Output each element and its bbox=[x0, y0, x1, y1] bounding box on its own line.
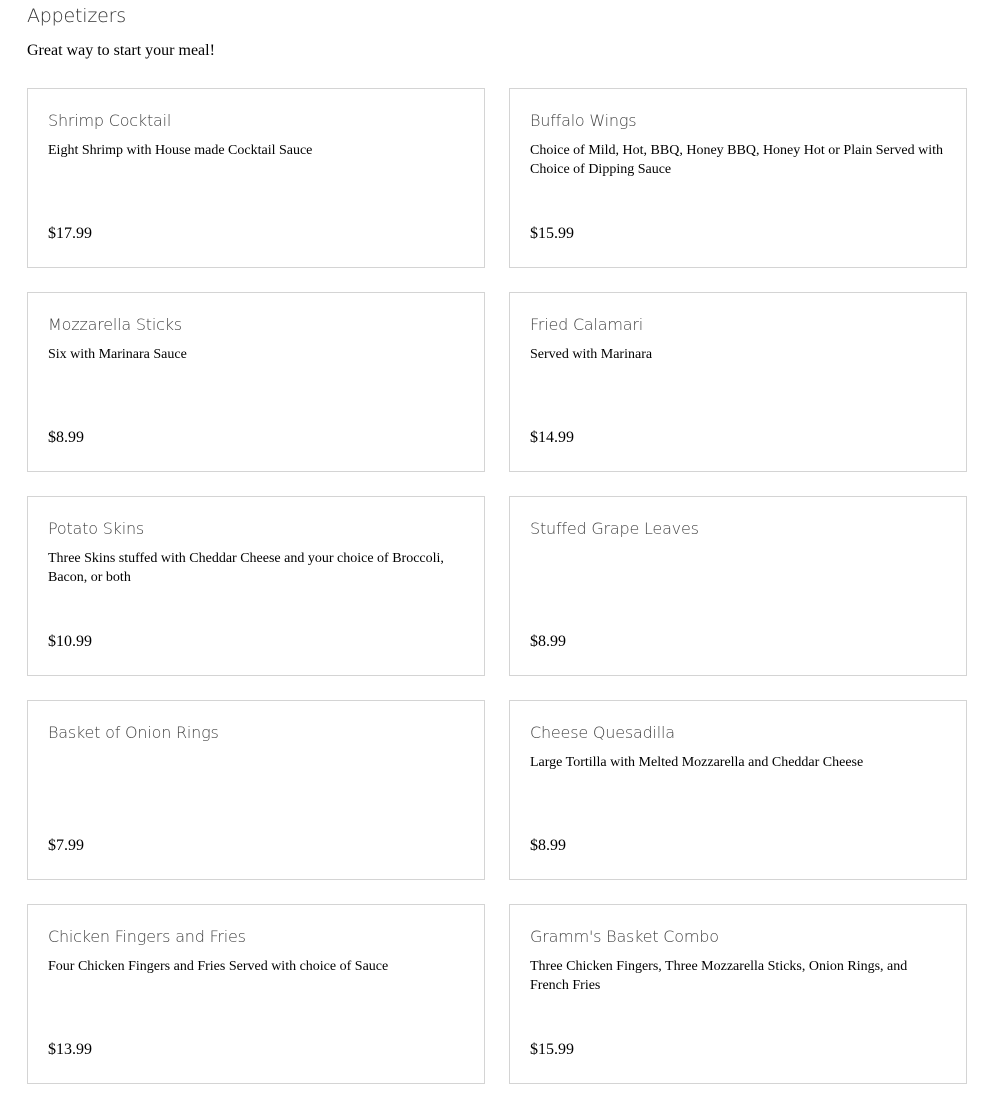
item-price: $15.99 bbox=[530, 1041, 574, 1058]
menu-items-grid bbox=[27, 88, 967, 1084]
item-description: Three Skins stuffed with Cheddar Cheese and your choice of Broccoli, Bacon, or both bbox=[48, 551, 444, 585]
item-price: $15.99 bbox=[530, 225, 574, 242]
item-price: $17.99 bbox=[48, 225, 92, 242]
item-description: Six with Marinara Sauce bbox=[48, 347, 187, 362]
menu-item-mozzarella-sticks bbox=[27, 292, 485, 472]
menu-item-basket-of-onion-rings bbox=[27, 700, 485, 880]
item-name: Mozzarella Sticks bbox=[48, 315, 182, 334]
item-price: $8.99 bbox=[530, 837, 566, 854]
item-description: Large Tortilla with Melted Mozzarella and Cheddar Cheese bbox=[530, 755, 864, 770]
section-subtitle: Great way to start your meal! bbox=[27, 42, 215, 59]
item-description: Served with Marinara bbox=[530, 347, 653, 362]
item-name: Buffalo Wings bbox=[530, 111, 637, 130]
item-name: Cheese Quesadilla bbox=[530, 723, 675, 742]
menu-item-shrimp-cocktail bbox=[27, 88, 485, 268]
item-name: Gramm's Basket Combo bbox=[530, 927, 719, 946]
section-title: Appetizers bbox=[27, 5, 126, 27]
item-price: $8.99 bbox=[48, 429, 84, 446]
item-name: Fried Calamari bbox=[530, 315, 643, 334]
item-price: $8.99 bbox=[530, 633, 566, 650]
item-description: Three Chicken Fingers, Three Mozzarella Sticks, Onion Rings, and French Fries bbox=[530, 959, 908, 993]
item-description: Four Chicken Fingers and Fries Served with choice of Sauce bbox=[48, 959, 389, 974]
menu-item-chicken-fingers-and-fries bbox=[27, 904, 485, 1084]
item-price: $10.99 bbox=[48, 633, 92, 650]
menu-item-stuffed-grape-leaves bbox=[509, 496, 967, 676]
menu-item-potato-skins bbox=[27, 496, 485, 676]
menu-item-cheese-quesadilla bbox=[509, 700, 967, 880]
item-name: Shrimp Cocktail bbox=[48, 111, 172, 130]
item-price: $7.99 bbox=[48, 837, 84, 854]
item-name: Basket of Onion Rings bbox=[48, 723, 219, 742]
item-name: Potato Skins bbox=[48, 519, 145, 538]
item-price: $14.99 bbox=[530, 429, 574, 446]
item-description: Choice of Mild, Hot, BBQ, Honey BBQ, Honey Hot or Plain Served with Choice of Dipping Sauce bbox=[530, 143, 943, 177]
item-price: $13.99 bbox=[48, 1041, 92, 1058]
menu-item-gramms-basket-combo bbox=[509, 904, 967, 1084]
menu-item-fried-calamari bbox=[509, 292, 967, 472]
item-description: Eight Shrimp with House made Cocktail Sauce bbox=[48, 143, 313, 158]
item-name: Stuffed Grape Leaves bbox=[530, 519, 699, 538]
item-name: Chicken Fingers and Fries bbox=[48, 927, 246, 946]
menu-item-buffalo-wings bbox=[509, 88, 967, 268]
